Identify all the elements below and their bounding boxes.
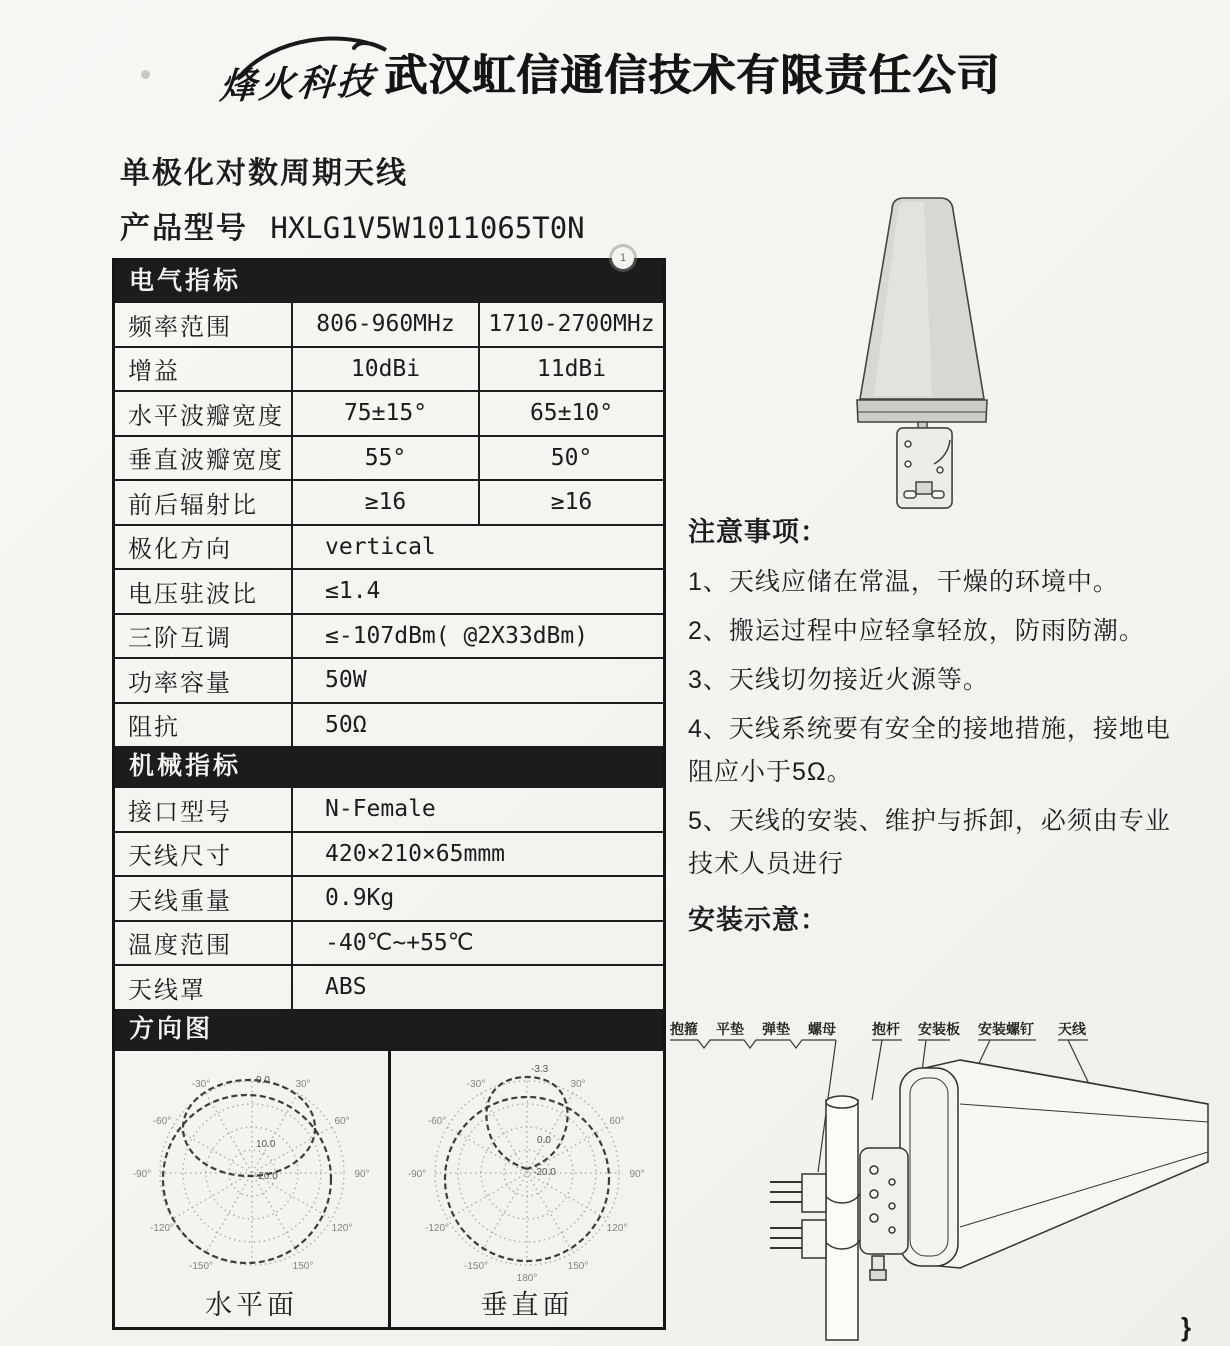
svg-text:90°: 90°	[353, 1168, 370, 1180]
row-value: ABS	[325, 974, 367, 1001]
electrical-section-header: 电气指标	[115, 261, 663, 301]
svg-text:30°: 30°	[570, 1078, 586, 1090]
svg-text:120°: 120°	[331, 1222, 352, 1234]
svg-text:0.0: 0.0	[255, 1074, 270, 1086]
installation-title: 安装示意：	[688, 905, 828, 935]
row-value: 50Ω	[325, 711, 367, 738]
polar-grid	[435, 1078, 619, 1265]
precautions-block	[688, 510, 1196, 892]
horizontal-pattern-cell	[115, 1051, 388, 1327]
svg-text:120°: 120°	[606, 1222, 628, 1234]
row-value-1: 75±15°	[343, 400, 428, 427]
row-value-1: 806-960MHz	[316, 311, 455, 338]
table-row	[115, 390, 663, 435]
svg-text:0.0: 0.0	[537, 1134, 551, 1146]
svg-text:安装螺钉: 安装螺钉	[978, 1021, 1034, 1037]
table-row	[115, 613, 663, 658]
row-label: 前后辐射比	[115, 481, 293, 524]
mechanical-section-header: 机械指标	[115, 746, 663, 786]
svg-text:60°: 60°	[609, 1115, 625, 1127]
row-label: 垂直波瓣宽度	[115, 437, 293, 480]
svg-text:-30°: -30°	[191, 1078, 210, 1090]
table-row	[115, 786, 663, 831]
radiation-pattern-area	[115, 1049, 663, 1327]
row-value-2: 11dBi	[478, 348, 663, 391]
mounting-bracket	[897, 422, 952, 508]
svg-text:安装板: 安装板	[918, 1021, 960, 1037]
table-row	[115, 964, 663, 1009]
row-value-2: 65±10°	[478, 392, 663, 435]
product-category-title: 单极化对数周期天线	[120, 157, 408, 190]
row-value: 420×210×65mmm	[325, 840, 506, 867]
row-label: 增益	[115, 348, 293, 391]
model-value: HXLG1V5W1011065T0N	[270, 211, 585, 245]
table-row	[115, 479, 663, 524]
svg-text:弹垫: 弹垫	[762, 1021, 790, 1037]
row-label: 天线重量	[115, 877, 293, 920]
row-label: 三阶互调	[115, 615, 293, 658]
antenna-product-drawing	[852, 186, 1182, 516]
pattern-section-header: 方向图	[115, 1009, 663, 1049]
table-row	[115, 875, 663, 920]
svg-text:天线: 天线	[1058, 1021, 1086, 1037]
svg-text:螺母: 螺母	[808, 1021, 836, 1037]
row-label: 温度范围	[115, 922, 293, 965]
table-row	[115, 702, 663, 747]
svg-text:-30°: -30°	[466, 1078, 486, 1090]
table-row	[115, 435, 663, 480]
precaution-item: 4、天线系统要有安全的接地措施，接地电阻应小于5Ω。	[688, 715, 1171, 786]
installation-diagram	[660, 1012, 1222, 1346]
row-label: 功率容量	[115, 659, 293, 702]
precaution-item: 3、天线切勿接近火源等。	[688, 666, 989, 694]
vertical-pattern-cell	[388, 1051, 663, 1327]
row-value-1: 55°	[364, 444, 407, 471]
svg-text:150°: 150°	[292, 1260, 313, 1272]
svg-text:30°: 30°	[294, 1078, 311, 1090]
table-row	[115, 657, 663, 702]
row-label: 天线罩	[115, 966, 293, 1009]
vertical-pattern-plot	[391, 1051, 663, 1293]
vertical-plane-caption: 垂直面	[480, 1289, 574, 1320]
scan-artifact-corner-mark: }	[1181, 1312, 1192, 1342]
svg-text:180°: 180°	[516, 1272, 538, 1284]
svg-text:-150°: -150°	[188, 1260, 213, 1272]
company-name: 武汉虹信通信技术有限责任公司	[384, 52, 1000, 100]
row-value: vertical	[325, 533, 436, 560]
svg-text:-60°: -60°	[427, 1115, 447, 1127]
row-label: 电压驻波比	[115, 570, 293, 613]
svg-text:150°: 150°	[567, 1260, 589, 1272]
table-row	[115, 568, 663, 613]
table-row	[115, 831, 663, 876]
row-value: ≤1.4	[325, 578, 381, 605]
row-value: ≤-107dBm( @2X33dBm)	[325, 622, 589, 649]
svg-text:-90°: -90°	[407, 1168, 427, 1180]
logo-script-text: 烽火科技	[218, 60, 378, 108]
svg-text:-60°: -60°	[152, 1115, 171, 1127]
db-labels	[255, 1075, 278, 1182]
row-value: 0.9Kg	[325, 885, 395, 912]
svg-text:-20.0: -20.0	[533, 1166, 556, 1178]
row-label: 接口型号	[115, 788, 293, 831]
pattern-curves	[445, 1077, 609, 1261]
row-value: -40℃~+55℃	[325, 929, 474, 956]
svg-text:-20.0: -20.0	[254, 1170, 278, 1182]
row-value-2: 50°	[478, 437, 663, 480]
svg-text:-120°: -120°	[149, 1222, 174, 1234]
svg-text:平垫: 平垫	[716, 1021, 744, 1037]
product-model-line	[120, 203, 585, 247]
pattern-curves	[163, 1080, 331, 1263]
row-value: N-Female	[325, 796, 436, 823]
scan-fleck	[141, 70, 150, 79]
radome	[857, 198, 987, 422]
company-logo	[218, 24, 398, 120]
row-label: 水平波瓣宽度	[115, 392, 293, 435]
table-row	[115, 346, 663, 391]
precaution-item: 5、天线的安装、维护与拆卸，必须由专业技术人员进行	[688, 807, 1171, 878]
precaution-item: 1、天线应储在常温，干燥的环境中。	[688, 568, 1119, 596]
svg-text:-90°: -90°	[132, 1168, 151, 1180]
row-label: 阻抗	[115, 704, 293, 747]
precautions-title: 注意事项：	[688, 517, 828, 547]
svg-text:抱箍: 抱箍	[670, 1021, 698, 1037]
row-label: 极化方向	[115, 526, 293, 569]
svg-text:-150°: -150°	[463, 1260, 489, 1272]
svg-text:60°: 60°	[333, 1115, 350, 1127]
svg-text:-120°: -120°	[424, 1222, 450, 1234]
row-value: 50W	[325, 667, 367, 694]
svg-text:-3.3: -3.3	[531, 1063, 549, 1075]
horizontal-plane-caption: 水平面	[205, 1289, 298, 1320]
antenna-assembly	[770, 1060, 1208, 1340]
precaution-item: 2、搬运过程中应轻拿轻放，防雨防潮。	[688, 617, 1145, 645]
horizontal-pattern-plot	[116, 1051, 388, 1293]
scan-artifact-badge: 1	[612, 247, 634, 269]
svg-text:90°: 90°	[629, 1168, 645, 1180]
row-label: 天线尺寸	[115, 833, 293, 876]
spec-table	[112, 258, 666, 1330]
svg-text:抱杆: 抱杆	[872, 1021, 900, 1037]
row-label: 频率范围	[115, 303, 293, 346]
row-value-1: ≥16	[364, 489, 407, 516]
model-label: 产品型号	[120, 212, 248, 245]
table-row	[115, 524, 663, 569]
table-row	[115, 301, 663, 346]
row-value-1: 10dBi	[350, 355, 421, 382]
part-labels	[669, 1021, 1087, 1037]
row-value-2: 1710-2700MHz	[478, 303, 663, 346]
row-value-2: ≥16	[478, 481, 663, 524]
svg-text:10.0: 10.0	[255, 1138, 275, 1150]
table-row	[115, 920, 663, 965]
